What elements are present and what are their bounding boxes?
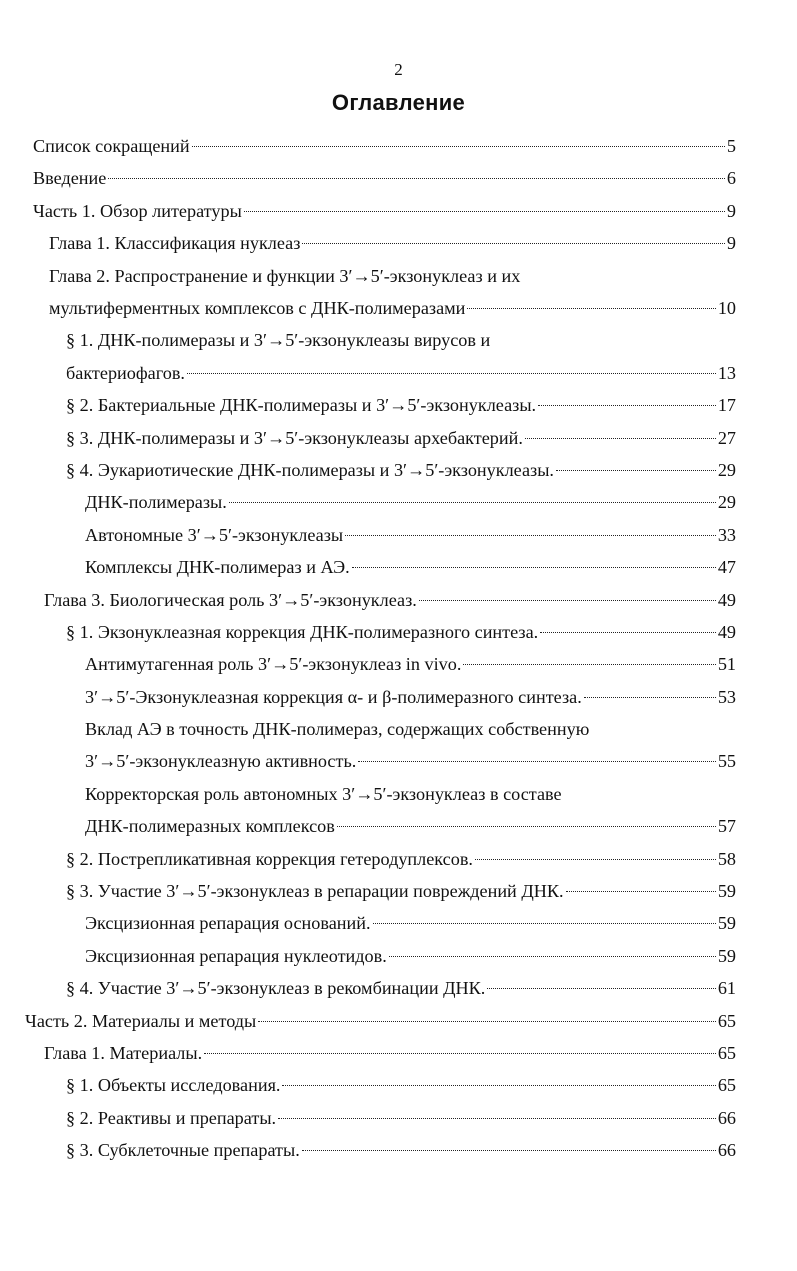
toc-page-number: 65 — [717, 1075, 736, 1096]
toc-entry-text: § 2. Реактивы и препараты. — [66, 1107, 277, 1128]
leader-dots — [352, 567, 716, 568]
toc-entry-text: § 3. Участие 3′→5′-экзонуклеаз в репарации повреждений ДНК. — [66, 881, 564, 902]
toc-entry-text: § 3. ДНК-полимеразы и 3′→5′-экзонуклеазы архебактерий. — [66, 427, 523, 448]
leader-dots — [229, 502, 716, 503]
leader-dots — [540, 632, 716, 633]
toc-entry[interactable] — [0, 1069, 797, 1101]
toc-entry[interactable] — [0, 778, 797, 843]
toc-entry[interactable] — [0, 681, 797, 713]
toc-page-number: 59 — [717, 881, 736, 902]
toc-entry[interactable] — [0, 324, 797, 389]
leader-dots — [419, 600, 716, 601]
toc-entry[interactable] — [0, 972, 797, 1004]
toc-entry[interactable] — [0, 713, 797, 778]
toc-page-number: 53 — [717, 686, 736, 707]
leader-dots — [487, 988, 715, 989]
toc-page-number: 6 — [726, 168, 736, 189]
toc-entry-text: Автономные 3′→5′-экзонуклеазы — [85, 524, 344, 545]
leader-dots — [204, 1053, 716, 1054]
toc-entry[interactable] — [0, 422, 797, 454]
toc-entry-text: § 4. Участие 3′→5′-экзонуклеаз в рекомбинации ДНК. — [66, 978, 486, 999]
leader-dots — [192, 146, 725, 147]
page-number: 2 — [394, 60, 403, 79]
leader-dots — [278, 1118, 716, 1119]
page-title: Оглавление — [331, 90, 466, 115]
toc-entry-text: Эксцизионная репарация оснований. — [85, 913, 371, 934]
toc-entry[interactable] — [0, 1005, 797, 1037]
toc-entry[interactable] — [0, 227, 797, 259]
toc-entry-first-line: Глава 2. Распространение и функции 3′→5′-экзонуклеаз и их — [49, 265, 521, 286]
toc-page-number: 65 — [717, 1010, 736, 1031]
toc-entry-text: Эксцизионная репарация нуклеотидов. — [85, 945, 387, 966]
toc-page-number: 10 — [717, 297, 736, 318]
leader-dots — [258, 1021, 716, 1022]
toc-entry[interactable] — [0, 1102, 797, 1134]
leader-dots — [358, 761, 716, 762]
toc-page-number: 66 — [717, 1107, 736, 1128]
leader-dots — [373, 923, 716, 924]
toc-entry-first-line: Корректорская роль автономных 3′→5′-экзонуклеаз в составе — [85, 783, 562, 804]
toc-entry-text: § 1. Объекты исследования. — [66, 1075, 281, 1096]
toc-entry[interactable] — [0, 875, 797, 907]
toc-entry[interactable] — [0, 551, 797, 583]
toc-page-number: 49 — [717, 621, 736, 642]
toc-entry-text: Антимутагенная роль 3′→5′-экзонуклеаз in vivo. — [85, 654, 462, 675]
toc-page-number: 66 — [717, 1140, 736, 1161]
leader-dots — [467, 308, 715, 309]
toc-page-number: 47 — [717, 557, 736, 578]
toc-entry[interactable] — [0, 260, 797, 325]
toc-entry[interactable] — [0, 519, 797, 551]
toc-page-number: 65 — [717, 1043, 736, 1063]
toc-entry[interactable] — [0, 843, 797, 875]
toc-entry-text: Список сокращений — [33, 136, 190, 156]
leader-dots — [302, 243, 724, 244]
leader-dots — [566, 891, 716, 892]
leader-dots — [187, 373, 716, 374]
toc-page-number: 57 — [717, 816, 736, 837]
toc-entry-text: Глава 1. Материалы. — [44, 1043, 203, 1063]
toc-entry[interactable] — [0, 940, 797, 972]
toc-entry-first-line: Вклад АЭ в точность ДНК-полимераз, содержащих собственную — [85, 719, 590, 740]
toc-entry-first-line: § 1. ДНК-полимеразы и 3′→5′-экзонуклеазы вирусов и — [66, 330, 491, 351]
leader-dots — [584, 697, 716, 698]
toc-entry[interactable] — [0, 195, 797, 227]
toc-entry-text: Часть 1. Обзор литературы — [33, 200, 242, 221]
toc-entry-text: Введение — [33, 168, 107, 189]
toc-entry-text: мультиферментных комплексов с ДНК-полимеразами — [49, 297, 466, 318]
toc-entry-text: Комплексы ДНК-полимераз и АЭ. — [85, 557, 350, 578]
toc-page-number: 61 — [717, 978, 736, 999]
toc-entry[interactable] — [0, 648, 797, 680]
toc-page-number: 27 — [717, 427, 736, 448]
toc-entry-text: бактериофагов. — [66, 362, 185, 383]
toc-entry-text: Глава 3. Биологическая роль 3′→5′-экзонуклеаз. — [44, 589, 417, 610]
toc-entry-text: Глава 1. Классификация нуклеаз — [49, 233, 301, 254]
leader-dots — [389, 956, 716, 957]
toc-page-number: 29 — [717, 492, 736, 513]
toc-page-number: 13 — [717, 362, 736, 383]
toc-entry[interactable] — [0, 130, 797, 162]
toc-page-number: 29 — [717, 459, 736, 480]
toc-page-number: 58 — [717, 848, 736, 869]
table-of-contents — [0, 130, 797, 1167]
leader-dots — [108, 178, 725, 179]
toc-entry[interactable] — [0, 584, 797, 616]
leader-dots — [302, 1150, 716, 1151]
toc-page-number: 5 — [726, 136, 736, 156]
toc-page-number: 49 — [717, 589, 736, 610]
leader-dots — [525, 438, 716, 439]
toc-page-number: 51 — [717, 654, 736, 675]
toc-entry-text: § 2. Бактериальные ДНК-полимеразы и 3′→5′-экзонуклеазы. — [66, 395, 537, 416]
toc-page-number: 55 — [717, 751, 736, 772]
leader-dots — [538, 405, 716, 406]
leader-dots — [463, 664, 715, 665]
toc-entry[interactable] — [0, 1037, 797, 1069]
toc-entry[interactable] — [0, 907, 797, 939]
toc-entry-text: § 4. Эукариотические ДНК-полимеразы и 3′→5′-экзонуклеазы. — [66, 459, 554, 480]
toc-entry-text: § 1. Экзонуклеазная коррекция ДНК-полимеразного синтеза. — [66, 621, 539, 642]
toc-entry-text: 3′→5′-Экзонуклеазная коррекция α- и β-полимеразного синтеза. — [85, 686, 582, 707]
toc-entry-text: ДНК-полимеразы. — [85, 492, 227, 513]
toc-entry-text: 3′→5′-экзонуклеазную активность. — [85, 751, 357, 772]
toc-entry[interactable] — [0, 1134, 797, 1166]
toc-entry[interactable] — [0, 162, 797, 194]
leader-dots — [345, 535, 716, 536]
leader-dots — [475, 859, 716, 860]
toc-entry[interactable] — [0, 454, 797, 486]
toc-page-number: 33 — [717, 524, 736, 545]
leader-dots — [282, 1085, 715, 1086]
toc-entry[interactable] — [0, 389, 797, 421]
toc-page-number: 17 — [717, 395, 736, 416]
toc-entry-text: § 3. Субклеточные препараты. — [66, 1140, 300, 1161]
leader-dots — [556, 470, 716, 471]
toc-page-number: 9 — [726, 233, 736, 254]
toc-page-number: 59 — [717, 945, 736, 966]
toc-entry-text: § 2. Пострепликативная коррекция гетеродуплексов. — [66, 848, 473, 869]
toc-page-number: 9 — [726, 200, 736, 221]
toc-entry-text: ДНК-полимеразных комплексов — [85, 816, 335, 837]
toc-entry-text: Часть 2. Материалы и методы — [25, 1010, 257, 1031]
leader-dots — [337, 826, 716, 827]
toc-entry[interactable] — [0, 486, 797, 518]
leader-dots — [244, 211, 725, 212]
toc-entry[interactable] — [0, 616, 797, 648]
toc-page-number: 59 — [717, 913, 736, 934]
